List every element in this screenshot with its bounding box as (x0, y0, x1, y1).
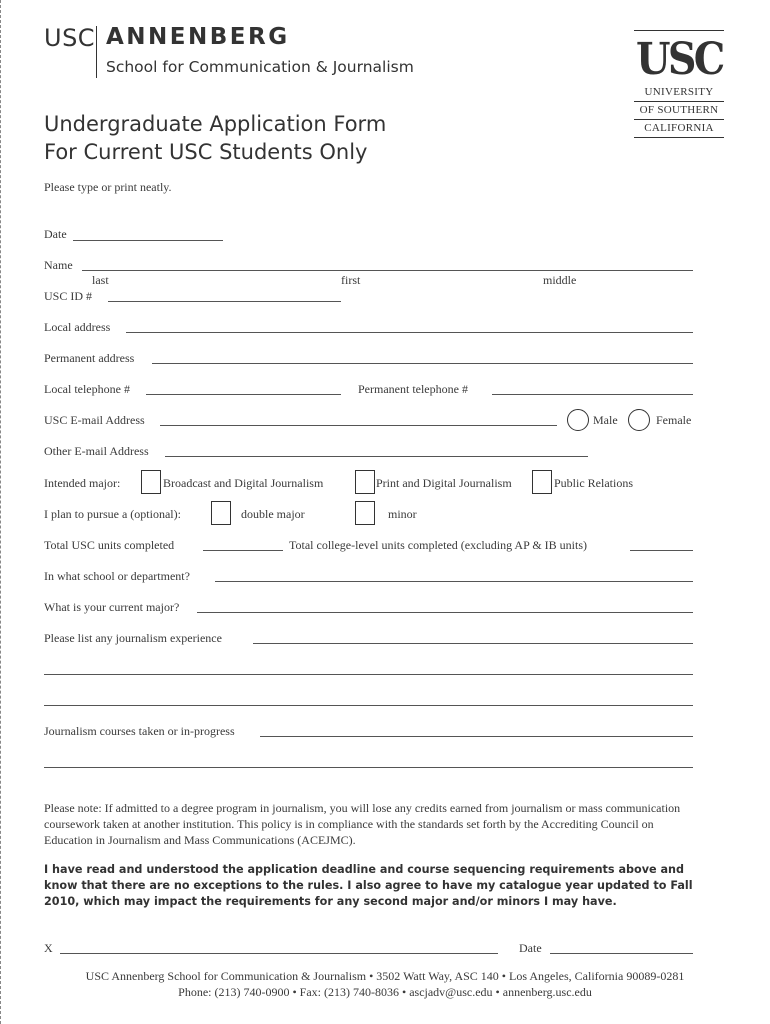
other-email-field[interactable] (165, 456, 588, 457)
form-title-line-2: For Current USC Students Only (44, 140, 368, 164)
logo-line-3: CALIFORNIA (644, 122, 714, 134)
logo-mark: USC (636, 34, 723, 85)
journalism-experience-field[interactable] (253, 643, 693, 644)
usc-email-label: USC E-mail Address (44, 413, 145, 427)
journalism-experience-label: Please list any journalism experience (44, 631, 222, 645)
intended-major-label: Intended major: (44, 476, 121, 490)
minor-checkbox[interactable] (355, 501, 375, 525)
double-major-checkbox[interactable] (211, 501, 231, 525)
policy-note: Please note: If admitted to a degree program in journalism, you will lose any credits earned from journalism or mass communication coursework taken at another institution. This policy is in compliance with the standards set forth by the Accrediting Council on Education in Journalism and Mass Communications (ACEJMC). (44, 801, 681, 847)
minor-label: minor (388, 507, 417, 521)
name-first-caption: first (341, 273, 361, 287)
signature-date-label: Date (519, 941, 542, 955)
header-usc: USC (44, 24, 96, 52)
male-label: Male (593, 413, 618, 427)
major-broadcast-label: Broadcast and Digital Journalism (163, 476, 324, 490)
major-broadcast-checkbox[interactable] (141, 470, 161, 494)
form-title-line-1: Undergraduate Application Form (44, 112, 387, 136)
total-college-units-field[interactable] (630, 550, 693, 551)
journalism-courses-line-2[interactable] (44, 767, 693, 768)
other-email-label: Other E-mail Address (44, 444, 149, 458)
usc-id-label: USC ID # (44, 289, 93, 303)
date-label: Date (44, 227, 67, 241)
name-label: Name (44, 258, 73, 272)
double-major-label: double major (241, 507, 305, 521)
logo-rule-1 (634, 101, 724, 102)
page-edge (0, 0, 3, 1024)
signature-field[interactable] (60, 953, 498, 954)
local-telephone-label: Local telephone # (44, 382, 130, 396)
header-annenberg: ANNENBERG (106, 24, 290, 50)
instructions: Please type or print neatly. (44, 180, 172, 194)
usc-logo (632, 30, 724, 140)
local-telephone-field[interactable] (146, 394, 341, 395)
usc-id-field[interactable] (108, 301, 341, 302)
logo-line-1: UNIVERSITY (644, 86, 714, 98)
name-middle-caption: middle (543, 273, 577, 287)
local-address-field[interactable] (126, 332, 693, 333)
major-pr-label: Public Relations (554, 476, 633, 490)
logo-top-rule (634, 30, 724, 31)
journalism-courses-field[interactable] (260, 736, 693, 737)
major-print-checkbox[interactable] (355, 470, 375, 494)
signature-x: X (44, 941, 53, 955)
permanent-telephone-field[interactable] (492, 394, 693, 395)
footer-contact: Phone: (213) 740-0900 • Fax: (213) 740-8036 • ascjadv@usc.edu • annenberg.usc.edu (178, 985, 592, 999)
female-label: Female (656, 413, 692, 427)
permanent-address-label: Permanent address (44, 351, 135, 365)
name-last-caption: last (92, 273, 109, 287)
total-college-units-label: Total college-level units completed (excluding AP & IB units) (289, 538, 587, 552)
header-divider (96, 26, 97, 78)
female-radio[interactable] (628, 409, 650, 431)
signature-date-field[interactable] (550, 953, 693, 954)
permanent-address-field[interactable] (152, 363, 693, 364)
usc-email-field[interactable] (160, 425, 557, 426)
male-radio[interactable] (567, 409, 589, 431)
footer-address: USC Annenberg School for Communication & Journalism • 3502 Watt Way, ASC 140 • Los Angeles, California 90089-0281 (85, 969, 685, 983)
school-department-field[interactable] (215, 581, 693, 582)
date-field[interactable] (73, 240, 223, 241)
permanent-telephone-label: Permanent telephone # (358, 382, 468, 396)
journalism-experience-line-3[interactable] (44, 705, 693, 706)
logo-rule-2 (634, 119, 724, 120)
agreement-statement: I have read and understood the application deadline and course sequencing requirements above and know that there are no exceptions to the rules. I also agree to have my catalogue year updated to Fall 2010, which may impact the requirements for any second major and/or minors I may have. (44, 863, 693, 908)
total-usc-units-label: Total USC units completed (44, 538, 175, 552)
major-print-label: Print and Digital Journalism (376, 476, 512, 490)
logo-rule-3 (634, 137, 724, 138)
pursue-label: I plan to pursue a (optional): (44, 507, 181, 521)
school-department-label: In what school or department? (44, 569, 190, 583)
total-usc-units-field[interactable] (203, 550, 283, 551)
header-school-name: School for Communication & Journalism (106, 58, 414, 76)
current-major-field[interactable] (197, 612, 693, 613)
journalism-experience-line-2[interactable] (44, 674, 693, 675)
current-major-label: What is your current major? (44, 600, 180, 614)
name-field[interactable] (82, 270, 693, 271)
logo-line-2: OF SOUTHERN (639, 104, 719, 116)
major-pr-checkbox[interactable] (532, 470, 552, 494)
journalism-courses-label: Journalism courses taken or in-progress (44, 724, 235, 738)
local-address-label: Local address (44, 320, 111, 334)
